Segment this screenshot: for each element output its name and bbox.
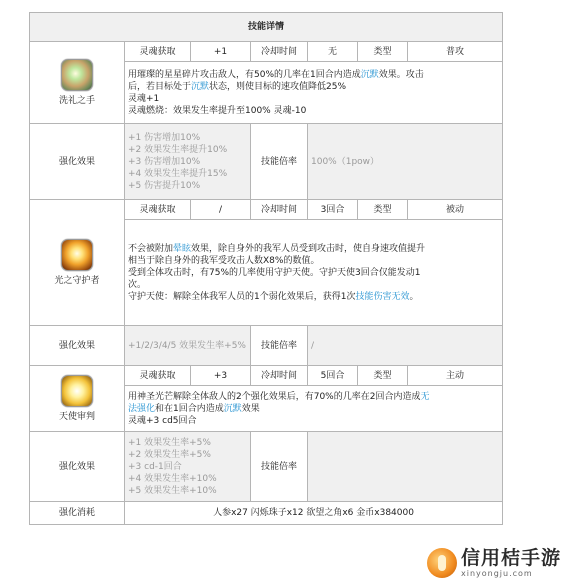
description-line xyxy=(128,415,499,427)
skill-1-enhance-row xyxy=(30,124,503,200)
enhance-item: +1/2/3/4/5 效果发生率+5% xyxy=(128,340,246,351)
skill-2-name: 光之守护者 xyxy=(54,275,100,286)
description-line xyxy=(128,69,499,81)
skill-3-soul-label: 灵魂获取 xyxy=(125,366,191,386)
description-text: 相当于除自身外的我军受攻击人数X8%的数值。 xyxy=(128,255,320,266)
watermark xyxy=(427,547,561,578)
skill-details-table xyxy=(29,12,503,525)
skill-3-mult-label: 技能倍率 xyxy=(251,432,308,502)
skill-1-cd-value: 无 xyxy=(308,42,358,62)
enhance-item: +3 cd-1回合 xyxy=(128,461,182,472)
enhance-item: +3 伤害增加10% xyxy=(128,156,201,167)
description-text: 用神圣光芒解除全体敌人的2个强化效果后，有70%的几率在2回合内造成 xyxy=(128,391,421,402)
hand-of-baptism-icon xyxy=(61,59,93,91)
description-text: 效果 xyxy=(241,403,260,414)
keyword-highlight: 沉默 xyxy=(223,403,242,414)
materials-value: 人参x27 闪烁珠子x12 欲望之角x6 金币x384000 xyxy=(125,502,503,525)
skill-1-cd-label: 冷却时间 xyxy=(251,42,308,62)
description-text: 守护天使：解除全体我军人员的1个弱化效果后，获得1次 xyxy=(128,291,356,302)
description-text: 。 xyxy=(409,291,419,302)
description-line xyxy=(128,81,499,93)
description-line xyxy=(128,391,499,403)
enhance-item: +2 效果发生率+5% xyxy=(128,449,211,460)
enhance-item: +1 伤害增加10% xyxy=(128,132,201,143)
description-line xyxy=(128,267,499,279)
skill-2-type-label: 类型 xyxy=(358,200,408,220)
description-text: 不会被附加 xyxy=(128,243,174,254)
skill-3-cd-label: 冷却时间 xyxy=(251,366,308,386)
skill-3-name: 天使审判 xyxy=(58,411,95,422)
skill-1-type-value: 普攻 xyxy=(408,42,503,62)
materials-row xyxy=(30,502,503,525)
skill-2-cd-label: 冷却时间 xyxy=(251,200,308,220)
skill-3-enhance-list xyxy=(125,432,251,502)
table-title: 技能详情 xyxy=(30,13,503,42)
skill-1-stats-row xyxy=(30,42,503,62)
description-text: 后，若目标处于 xyxy=(128,81,192,92)
skill-2-enhance-list xyxy=(125,326,251,366)
skill-1-enhance-list xyxy=(125,124,251,200)
skill-1-soul-label: 灵魂获取 xyxy=(125,42,191,62)
xinyongju-logo-icon xyxy=(427,548,457,578)
skill-1-soul-value: +1 xyxy=(191,42,251,62)
skill-2-description xyxy=(125,220,503,326)
skill-2-enhance-label: 强化效果 xyxy=(30,326,125,366)
skill-3-enhance-row xyxy=(30,432,503,502)
description-line xyxy=(128,105,499,117)
skill-3-soul-value: +3 xyxy=(191,366,251,386)
skill-3-enhance-label: 强化效果 xyxy=(30,432,125,502)
watermark-text: 信用桔手游 xyxy=(460,547,561,569)
skill-1-mult-label: 技能倍率 xyxy=(251,124,308,200)
keyword-highlight: 沉默 xyxy=(360,69,379,80)
description-line xyxy=(128,279,499,291)
skill-2-mult-label: 技能倍率 xyxy=(251,326,308,366)
skill-2-type-value: 被动 xyxy=(408,200,503,220)
keyword-highlight: 法强化 xyxy=(128,403,156,414)
enhance-item: +4 效果发生率提升15% xyxy=(128,168,228,179)
angel-judgment-icon xyxy=(61,375,93,407)
enhance-item: +5 伤害提升10% xyxy=(128,180,201,191)
skill-3-description xyxy=(125,386,503,432)
skill-2-cd-value: 3回合 xyxy=(308,200,358,220)
description-text: 次。 xyxy=(128,279,147,290)
enhance-item: +5 效果发生率+10% xyxy=(128,485,217,496)
skill-1-description xyxy=(125,62,503,124)
description-text: 受到全体攻击时，有75%的几率使用守护天使。守护天使3回合仅能发动1 xyxy=(128,267,421,278)
enhance-item: +4 效果发生率+10% xyxy=(128,473,217,484)
skill-1-cell xyxy=(30,42,125,124)
keyword-highlight: 技能伤害无效 xyxy=(355,291,410,302)
description-text: 灵魂+1 xyxy=(128,93,160,104)
skill-3-stats-row xyxy=(30,366,503,386)
skill-2-cell xyxy=(30,200,125,326)
skill-2-enhance-row xyxy=(30,326,503,366)
skill-1-type-label: 类型 xyxy=(358,42,408,62)
skill-2-stats-row xyxy=(30,200,503,220)
keyword-highlight: 无 xyxy=(420,391,430,402)
description-text: 灵魂+3 cd5回合 xyxy=(128,415,197,426)
keyword-highlight: 晕眩 xyxy=(173,243,192,254)
skill-3-cd-value: 5回合 xyxy=(308,366,358,386)
description-text: 和在1回合内造成 xyxy=(155,403,224,414)
skill-1-mult-value: 100%（1pow） xyxy=(308,124,503,200)
skill-3-type-label: 类型 xyxy=(358,366,408,386)
skill-2-soul-value: / xyxy=(191,200,251,220)
skill-3-cell xyxy=(30,366,125,432)
enhance-item: +1 效果发生率+5% xyxy=(128,437,211,448)
description-text: 用璀璨的星星碎片攻击敌人，有50%的几率在1回合内造成 xyxy=(128,69,361,80)
description-line xyxy=(128,403,499,415)
description-line xyxy=(128,93,499,105)
skill-2-soul-label: 灵魂获取 xyxy=(125,200,191,220)
skill-3-mult-value xyxy=(308,432,503,502)
materials-label: 强化消耗 xyxy=(30,502,125,525)
watermark-url: xinyongju.com xyxy=(460,569,533,578)
enhance-item: +2 效果发生率提升10% xyxy=(128,144,228,155)
description-text: 效果。攻击 xyxy=(378,69,424,80)
description-text: 灵魂燃烧：效果发生率提升至100% 灵魂-10 xyxy=(128,105,307,116)
skill-1-enhance-label: 强化效果 xyxy=(30,124,125,200)
keyword-highlight: 沉默 xyxy=(191,81,210,92)
description-line xyxy=(128,291,499,303)
skill-1-name: 洗礼之手 xyxy=(58,95,95,106)
description-text: 效果，除自身外的我军人员受到攻击时，使自身速攻值提升 xyxy=(191,243,426,254)
description-text: 状态，则使目标的速攻值降低25% xyxy=(209,81,347,92)
skill-3-type-value: 主动 xyxy=(408,366,503,386)
description-line xyxy=(128,255,499,267)
description-line xyxy=(128,243,499,255)
guardian-of-light-icon xyxy=(61,239,93,271)
skill-2-mult-value: / xyxy=(308,326,503,366)
